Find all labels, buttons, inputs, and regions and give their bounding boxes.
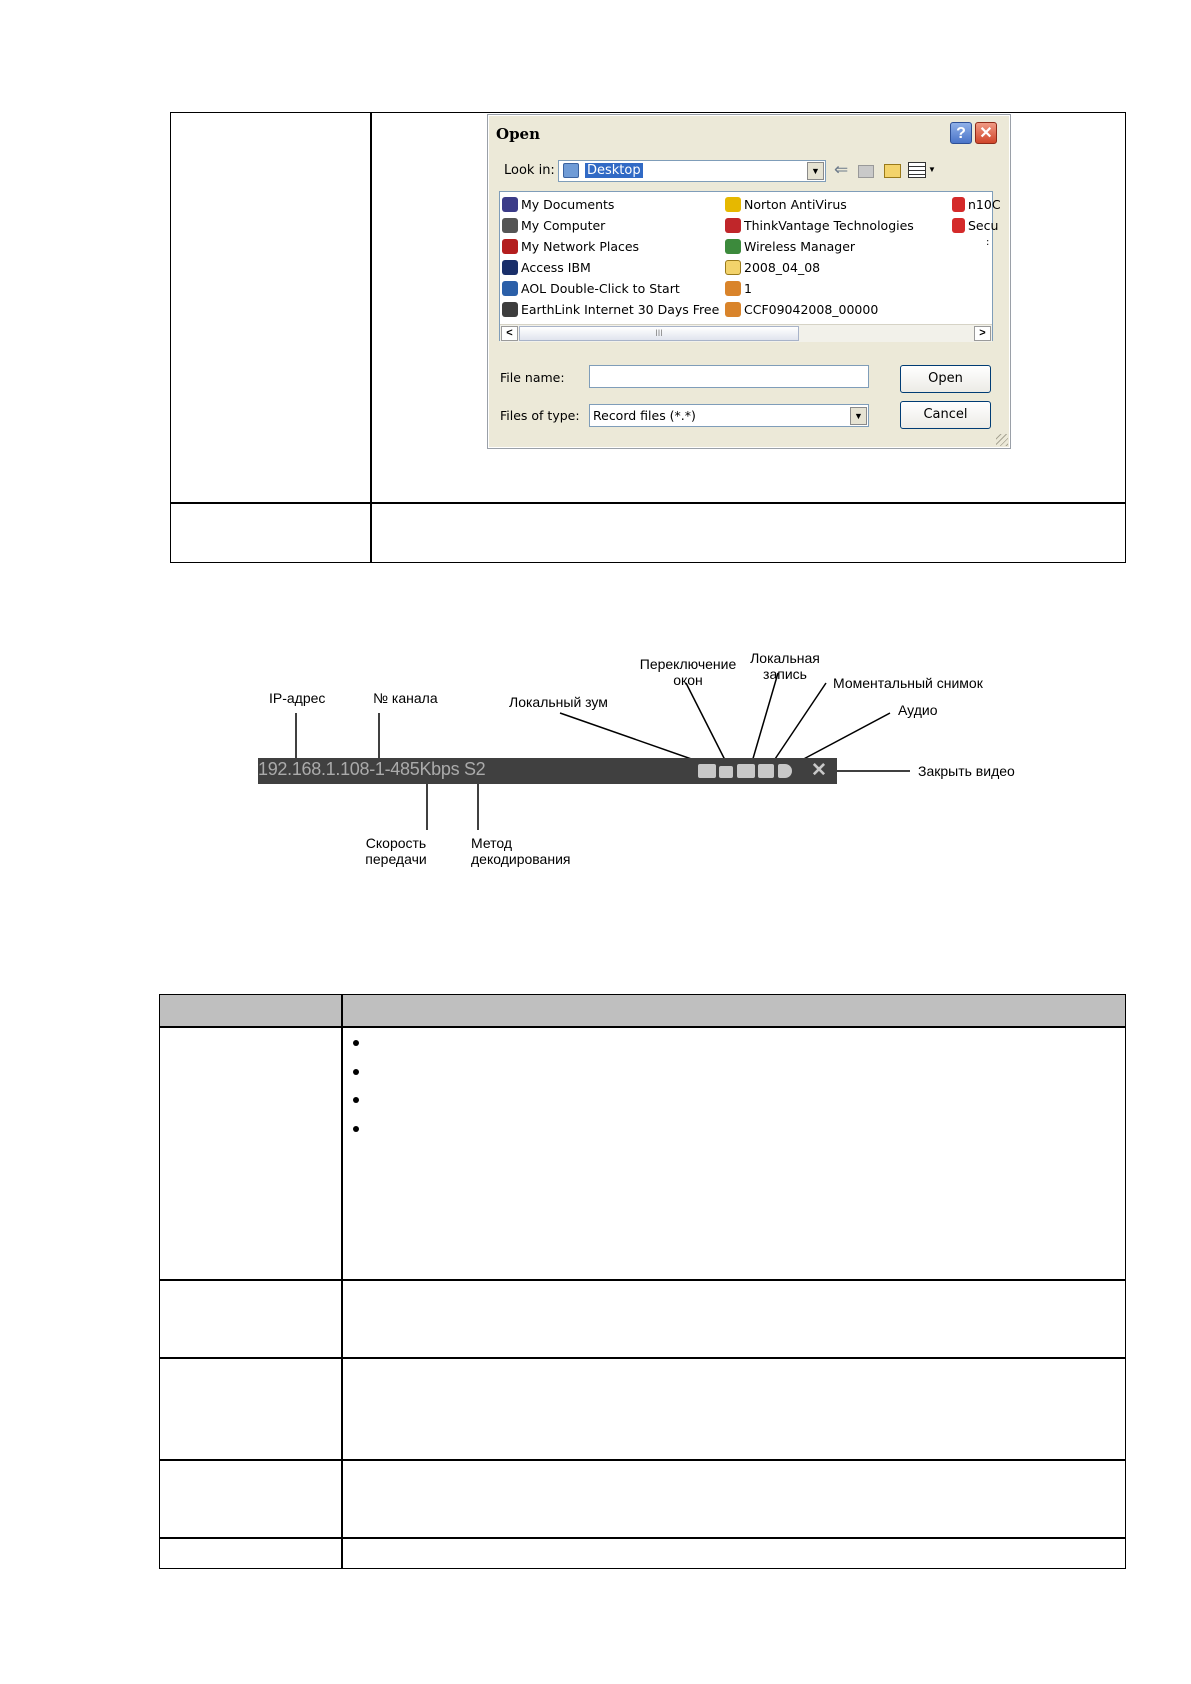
camera-icon[interactable] (758, 764, 774, 778)
local-zoom-icon[interactable] (698, 764, 716, 778)
table-divider (160, 1459, 1125, 1461)
table-header (160, 995, 1125, 1026)
list-item[interactable]: CCF09042008_00000 (725, 301, 878, 320)
list-item[interactable]: Norton AntiVirus (725, 196, 847, 215)
list-item[interactable]: AOL Double-Click to Start (502, 280, 680, 299)
close-icon[interactable]: ✕ (811, 760, 827, 781)
list-item[interactable]: n10C (952, 196, 1001, 215)
close-video-label: Закрыть видео (918, 763, 1015, 779)
table-divider (341, 995, 343, 1568)
scroll-right-icon[interactable]: > (974, 326, 991, 341)
dialog-title: Open (496, 125, 541, 143)
list-item[interactable]: My Computer (502, 217, 605, 236)
ip-address-label: IP-адрес (269, 690, 326, 706)
list-item[interactable]: 2008_04_08 (725, 259, 820, 278)
scroll-left-icon[interactable]: < (501, 326, 518, 341)
table-divider (160, 1357, 1125, 1359)
chevron-down-icon[interactable]: ▼ (850, 407, 867, 425)
description-table (159, 994, 1126, 1569)
cancel-button[interactable]: Cancel (900, 401, 991, 429)
list-item: : (986, 237, 990, 248)
list-item[interactable]: Secu (952, 217, 998, 236)
back-icon[interactable]: ⇐ (834, 160, 849, 179)
channel-label: № канала (373, 690, 438, 706)
list-item[interactable]: My Network Places (502, 238, 639, 257)
list-item[interactable]: EarthLink Internet 30 Days Free (502, 301, 719, 320)
snapshot-label: Моментальный снимок (833, 675, 983, 691)
bullet (353, 1097, 359, 1103)
table-divider (160, 1537, 1125, 1539)
list-item[interactable]: Wireless Manager (725, 238, 855, 257)
table-divider (160, 1279, 1125, 1281)
stream-info: 192.168.1.108-1-485Kbps S2 (258, 759, 486, 779)
look-in-value: Desktop (587, 163, 641, 178)
list-item[interactable]: ThinkVantage Technologies (725, 217, 914, 236)
close-button[interactable]: ✕ (975, 122, 997, 144)
switch-window-icon[interactable] (719, 766, 733, 778)
video-toolbar (258, 758, 837, 784)
local-record-label: Локальная запись (750, 650, 820, 682)
record-icon[interactable] (737, 764, 755, 778)
list-item[interactable]: My Documents (502, 196, 614, 215)
chevron-down-icon[interactable]: ▼ (928, 165, 936, 174)
help-button[interactable]: ? (950, 122, 972, 144)
files-of-type-value: Record files (*.*) (593, 408, 696, 423)
table-divider (160, 1026, 1125, 1028)
bullet (353, 1069, 359, 1075)
audio-label: Аудио (898, 702, 938, 718)
local-zoom-label: Локальный зум (509, 694, 608, 710)
open-button[interactable]: Open (900, 365, 991, 393)
list-item[interactable]: Access IBM (502, 259, 591, 278)
bullet (353, 1040, 359, 1046)
bullet (353, 1126, 359, 1132)
list-item[interactable]: 1 (725, 280, 752, 299)
files-of-type-label: Files of type: (500, 408, 580, 423)
scroll-thumb[interactable]: III (519, 326, 799, 341)
file-name-label: File name: (500, 370, 565, 385)
decode-method-label: Метод декодирования (471, 835, 571, 867)
switch-windows-label: Переключение окон (639, 656, 737, 688)
chevron-down-icon[interactable]: ▼ (807, 162, 824, 180)
bitrate-label: Скорость передачи (365, 835, 427, 867)
audio-icon[interactable] (778, 764, 792, 778)
look-in-label: Look in: (504, 163, 555, 178)
